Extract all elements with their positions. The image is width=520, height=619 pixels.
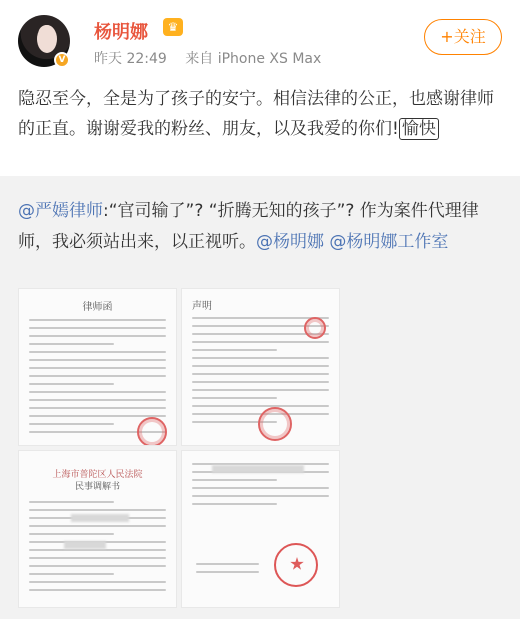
seal-icon bbox=[304, 317, 326, 339]
author-name[interactable]: 杨明娜 bbox=[94, 22, 148, 43]
mention-author-link[interactable]: @杨明娜 bbox=[256, 232, 324, 252]
repost-card[interactable] bbox=[0, 176, 520, 619]
post-text bbox=[18, 84, 506, 144]
verified-badge-icon: V bbox=[54, 52, 70, 68]
doc3-court: 上海市普陀区人民法院 bbox=[52, 470, 143, 480]
document-image-court-seal[interactable] bbox=[181, 450, 340, 608]
post-source: 来自 iPhone XS Max bbox=[185, 51, 322, 67]
seal-icon bbox=[258, 407, 292, 441]
repost-body: :“官司输了”? “折腾无知的孩子”? 作为案件代理律师，我必须站出来，以正视听。 bbox=[18, 201, 479, 252]
mention-studio-link[interactable]: @杨明娜工作室 bbox=[329, 232, 449, 252]
post-header bbox=[0, 0, 520, 80]
document-image-court-mediation[interactable] bbox=[18, 450, 177, 608]
vip-crown-icon: ♛ bbox=[163, 18, 183, 36]
post-meta bbox=[94, 48, 335, 68]
doc3-title: 民事调解书 bbox=[74, 482, 120, 492]
follow-button[interactable]: +关注 bbox=[424, 19, 502, 55]
doc1-title: 律师函 bbox=[82, 302, 113, 313]
document-image-statement[interactable] bbox=[181, 288, 340, 446]
doc2-title: 声明 bbox=[192, 301, 212, 312]
post-body: 隐忍至今，全是为了孩子的安宁。相信法律的公正，也感谢律师的正直。谢谢爱我的粉丝、朋友，以及我爱的你们! bbox=[18, 89, 494, 139]
court-seal-icon bbox=[274, 543, 318, 587]
seal-icon bbox=[137, 417, 167, 446]
repost-text bbox=[18, 196, 506, 258]
emoji-text: 愉快 bbox=[399, 118, 439, 140]
document-image-lawyer-letter[interactable] bbox=[18, 288, 177, 446]
post-timestamp: 昨天 22:49 bbox=[94, 51, 167, 67]
mention-lawyer-link[interactable]: @严嫣律师 bbox=[18, 201, 103, 221]
